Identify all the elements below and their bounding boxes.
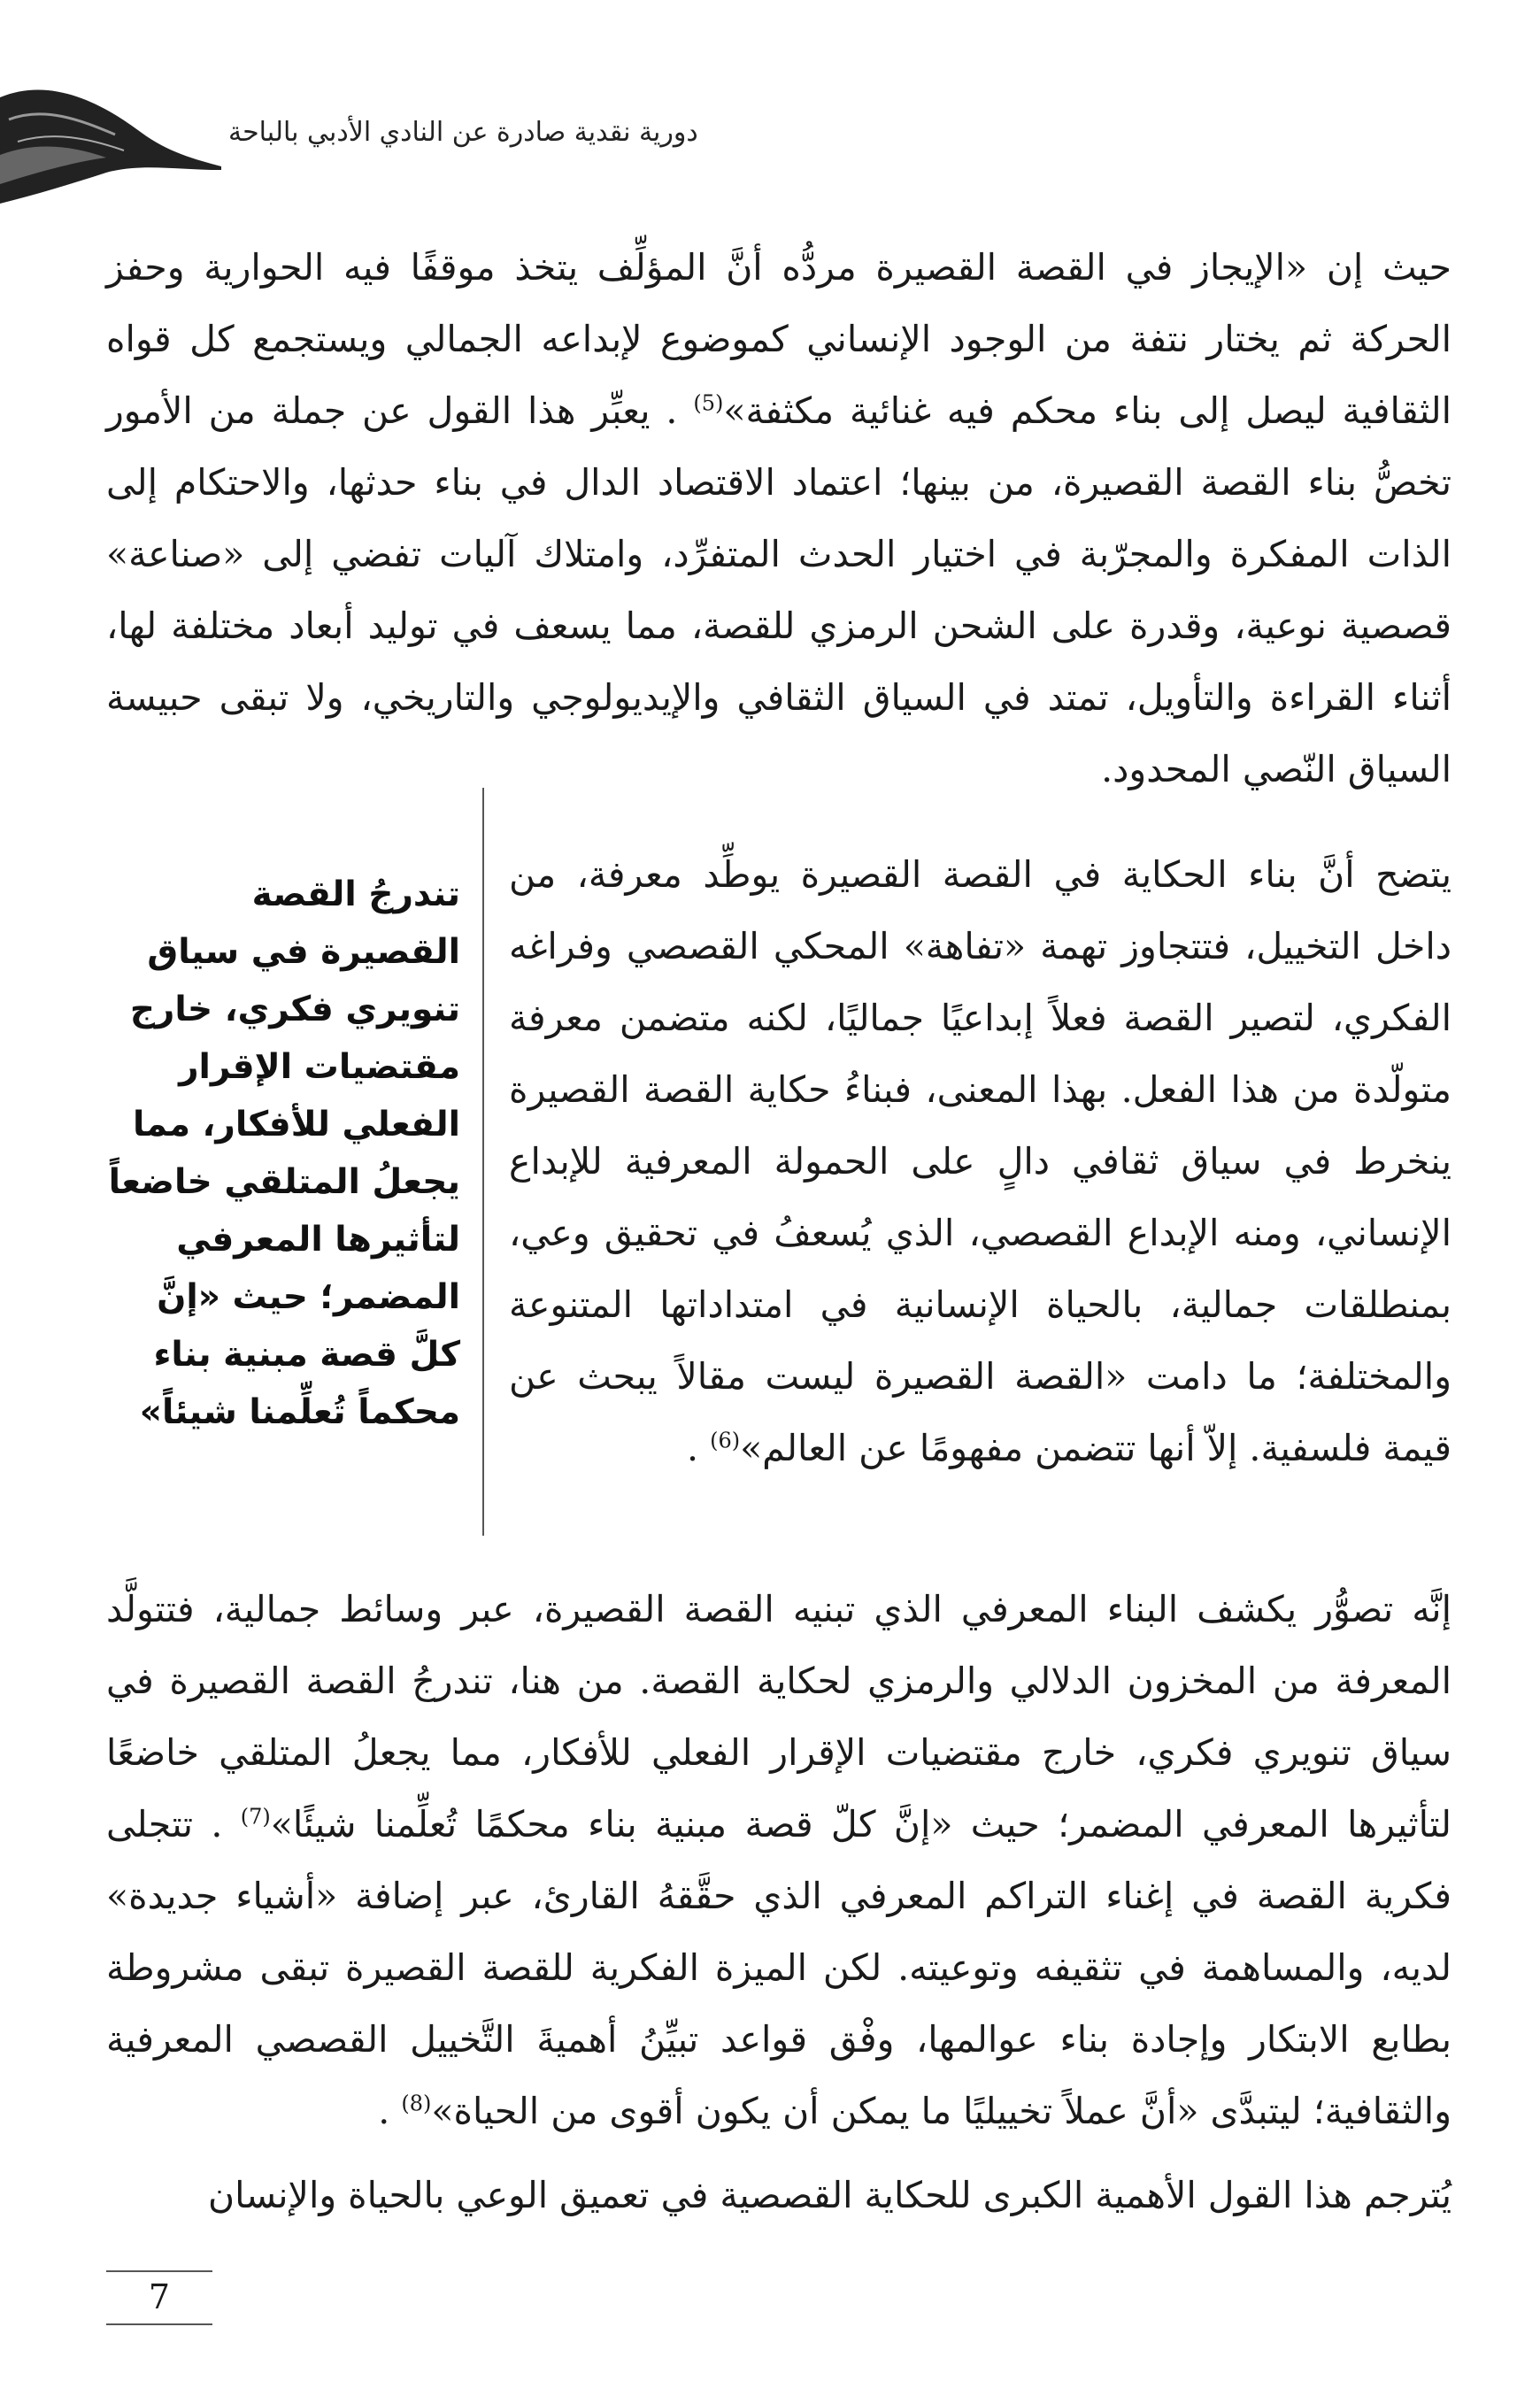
- body-paragraph-4: [106, 2160, 1451, 2231]
- paragraph-text-continued: . تتجلى فكرية القصة في إغناء التراكم المعرفي الذي حقَّقهُ القارئ، عبر إضافة «أشياء جديدة» لديه، والمساهمة في تثقيفه وتوعيته. لكن الميزة الفكرية للقصة القصيرة تبقى مشروطة بطابع الابتكار وإجادة بناء عوالمها، وفْق قواعد تبيِّنُ أهميةَ التَّخييل القصصي المعرفية والثقافية؛ ليتبدَّى «أنَّ عملاً تخييليًا ما يمكن أن يكون أقوى من الحياة»: [106, 1803, 1451, 2132]
- page-number: 7: [148, 2277, 171, 2316]
- body-paragraph-3: [106, 1574, 1451, 2147]
- body-paragraph-1: [106, 232, 1451, 805]
- journal-title: دورية نقدية صادرة عن النادي الأدبي بالباحة: [228, 117, 698, 148]
- header-swoosh-graphic: [0, 71, 221, 204]
- page-number-rule-bottom: [106, 2323, 212, 2325]
- paragraph-text: حيث إن «الإيجاز في القصة القصيرة مردُّه أنَّ المؤلِّف يتخذ موقفًا فيه الحوارية وحفز الحركة ثم يختار نتفة من الوجود الإنساني كموضوع لإبداعه الجمالي ويستجمع كل قواه الثقافية ليصل إلى بناء محكم فيه غنائية مكثفة»: [106, 246, 1451, 432]
- footnote-ref[interactable]: (7): [240, 1804, 271, 1830]
- footnote-ref[interactable]: (6): [710, 1428, 741, 1453]
- footnote-ref[interactable]: (8): [401, 2091, 432, 2116]
- column-divider: [482, 788, 484, 1536]
- body-paragraph-2: [509, 839, 1451, 1484]
- paragraph-text: يُترجم هذا القول الأهمية الكبرى للحكاية القصصية في تعميق الوعي بالحياة والإنسان: [207, 2174, 1451, 2216]
- page-number-rule-top: [106, 2270, 212, 2272]
- pull-quote: تندرجُ القصة القصيرة في سياق تنويري فكري، خارج مقتضيات الإقرار الفعلي للأفكار، مما يجعلُ المتلقي خاضعاً لتأثيرها المعرفي المضمر؛ حيث «إنَّ كلَّ قصة مبنية بناء محكماً تُعلِّمنا شيئاً»: [108, 875, 460, 1432]
- paragraph-text-end: .: [378, 2090, 390, 2132]
- running-header: [0, 71, 1540, 204]
- footnote-ref[interactable]: (5): [693, 390, 724, 416]
- paragraph-text: يتضح أنَّ بناء الحكاية في القصة القصيرة يوطِّد معرفة، من داخل التخييل، فتتجاوز تهمة «تفاهة» المحكي القصصي وفراغه الفكري، لتصير القصة فعلاً إبداعيًا جماليًا، لكنه متضمن معرفة متولّدة من هذا الفعل. بهذا المعنى، فبناءُ حكاية القصة القصيرة ينخرط في سياق ثقافي دالٍ على الحمولة المعرفية للإبداع الإنساني، ومنه الإبداع القصصي، الذي يُسعفُ في تحقيق وعي، بمنطلقات جمالية، بالحياة الإنسانية في امتداداتها المتنوعة والمختلفة؛ ما دامت «القصة القصيرة ليست مقالاً يبحث عن قيمة فلسفية. إلاّ أنها تتضمن مفهومًا عن العالم»: [509, 853, 1451, 1469]
- paragraph-text-continued: .: [686, 1427, 699, 1469]
- paragraph-text: إنَّه تصوُّر يكشف البناء المعرفي الذي تبنيه القصة القصيرة، عبر وسائط جمالية، فتتولَّد المعرفة من المخزون الدلالي والرمزي لحكاية القصة. من هنا، تندرجُ القصة القصيرة في سياق تنويري فكري، خارج مقتضيات الإقرار الفعلي للأفكار، مما يجعلُ المتلقي خاضعًا لتأثيرها المعرفي المضمر؛ حيث «إنَّ كلّ قصة مبنية بناء محكمًا تُعلِّمنا شيئًا»: [106, 1588, 1451, 1845]
- paragraph-text-continued: . يعبِّر هذا القول عن جملة من الأمور تخصُّ بناء القصة القصيرة، من بينها؛ اعتماد الاقتصاد الدال في بناء حدثها، والاحتكام إلى الذات المفكرة والمجرّبة في اختيار الحدث المتفرِّد، وامتلاك آليات تفضي إلى «صناعة» قصصية نوعية، وقدرة على الشحن الرمزي للقصة، مما يسعف في توليد أبعاد مختلفة لها، أثناء القراءة والتأويل، تمتد في السياق الثقافي والإيديولوجي والتاريخي، ولا تبقى حبيسة السياق النّصي المحدود.: [106, 389, 1451, 790]
